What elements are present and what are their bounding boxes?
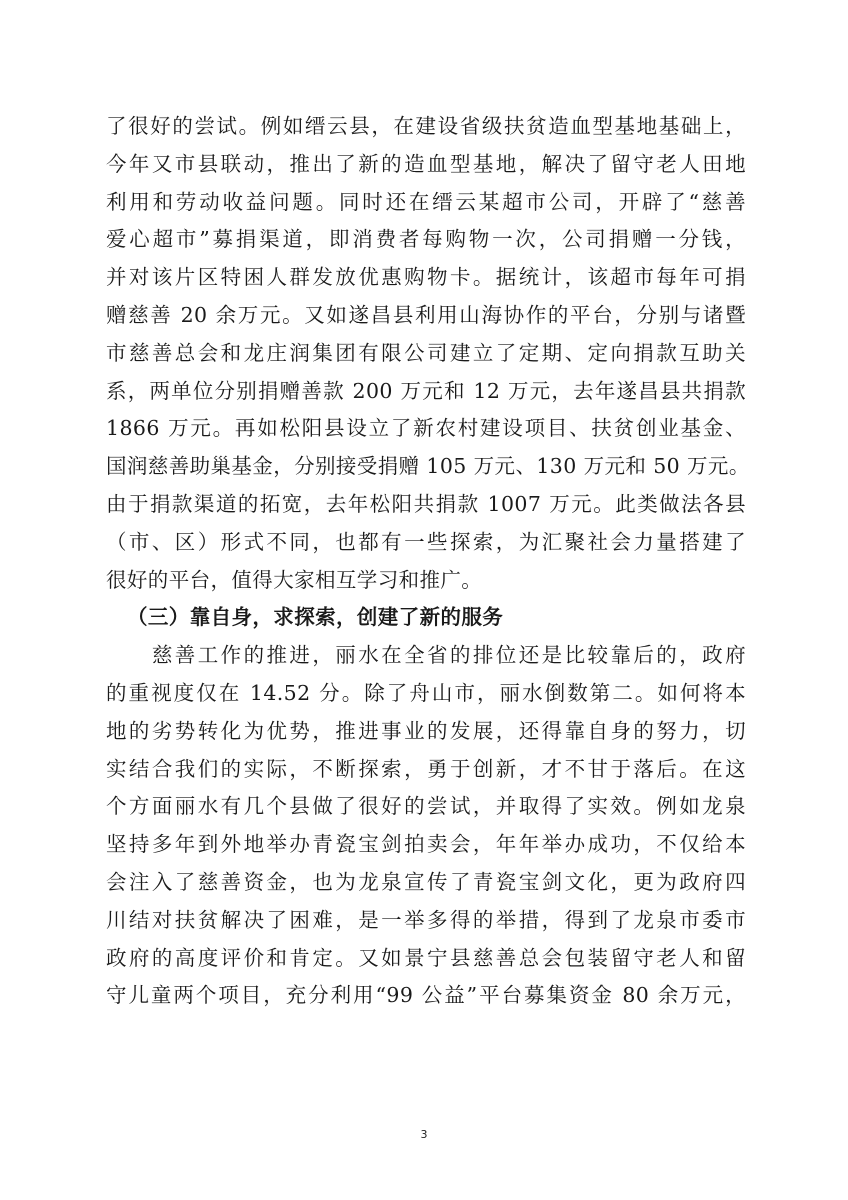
paragraph-line: 地的劣势转化为优势，推进事业的发展，还得靠自身的努力，切 — [106, 718, 746, 743]
paragraph-line: 1866 万元。再如松阳县设立了新农村建设项目、扶贫创业基金、 — [106, 416, 746, 441]
paragraph-line: 并对该片区特困人群发放优惠购物卡。据统计，该超市每年可捐 — [106, 265, 746, 290]
paragraph-line: 利用和劳动收益问题。同时还在缙云某超市公司，开辟了“慈善 — [106, 189, 746, 214]
paragraph-line: 个方面丽水有几个县做了很好的尝试，并取得了实效。例如龙泉 — [106, 794, 746, 819]
paragraph-line: 实结合我们的实际，不断探索，勇于创新，才不甘于落后。在这 — [106, 756, 746, 781]
paragraph-line: 系，两单位分别捐赠善款 200 万元和 12 万元，去年遂昌县共捐款 — [106, 378, 746, 403]
paragraph-line: 守儿童两个项目，充分利用“99 公益”平台募集资金 80 余万元， — [106, 983, 746, 1008]
paragraph-line: 川结对扶贫解决了困难，是一举多得的举措，得到了龙泉市委市 — [106, 907, 746, 932]
paragraph-line: 坚持多年到外地举办青瓷宝剑拍卖会，年年举办成功，不仅给本 — [106, 832, 746, 857]
paragraph-line: 了很好的尝试。例如缙云县，在建设省级扶贫造血型基地基础上， — [106, 114, 746, 138]
paragraph-line: 国润慈善助巢基金，分别接受捐赠 105 万元、130 万元和 50 万元。 — [106, 454, 750, 479]
paragraph-line: 会注入了慈善资金，也为龙泉宣传了青瓷宝剑文化，更为政府四 — [106, 869, 746, 894]
paragraph-line: （市、区）形式不同，也都有一些探索，为汇聚社会力量搭建了 — [106, 529, 746, 554]
paragraph-line: 的重视度仅在 14.52 分。除了舟山市，丽水倒数第二。如何将本 — [106, 680, 746, 705]
paragraph-line: 今年又市县联动，推出了新的造血型基地，解决了留守老人田地 — [106, 151, 746, 176]
document-body — [106, 108, 750, 1015]
paragraph-line: 慈善工作的推进，丽水在全省的排位还是比较靠后的，政府 — [106, 643, 746, 668]
paragraph-line: 爱心超市”募捐渠道，即消费者每购物一次，公司捐赠一分钱， — [106, 227, 746, 252]
paragraph-line: 市慈善总会和龙庄润集团有限公司建立了定期、定向捐款互助关 — [106, 340, 746, 365]
section-heading: （三）靠自身，求探索，创建了新的服务 — [127, 605, 504, 630]
paragraph-line: 赠慈善 20 余万元。又如遂昌县利用山海协作的平台，分别与诸暨 — [106, 302, 746, 327]
paragraph-line: 政府的高度评价和肯定。又如景宁县慈善总会包装留守老人和留 — [106, 945, 746, 970]
page-number: 3 — [420, 1128, 428, 1141]
paragraph-line: 由于捐款渠道的拓宽，去年松阳共捐款 1007 万元。此类做法各县 — [106, 491, 746, 516]
paragraph-line: 很好的平台，值得大家相互学习和推广。 — [106, 567, 483, 592]
